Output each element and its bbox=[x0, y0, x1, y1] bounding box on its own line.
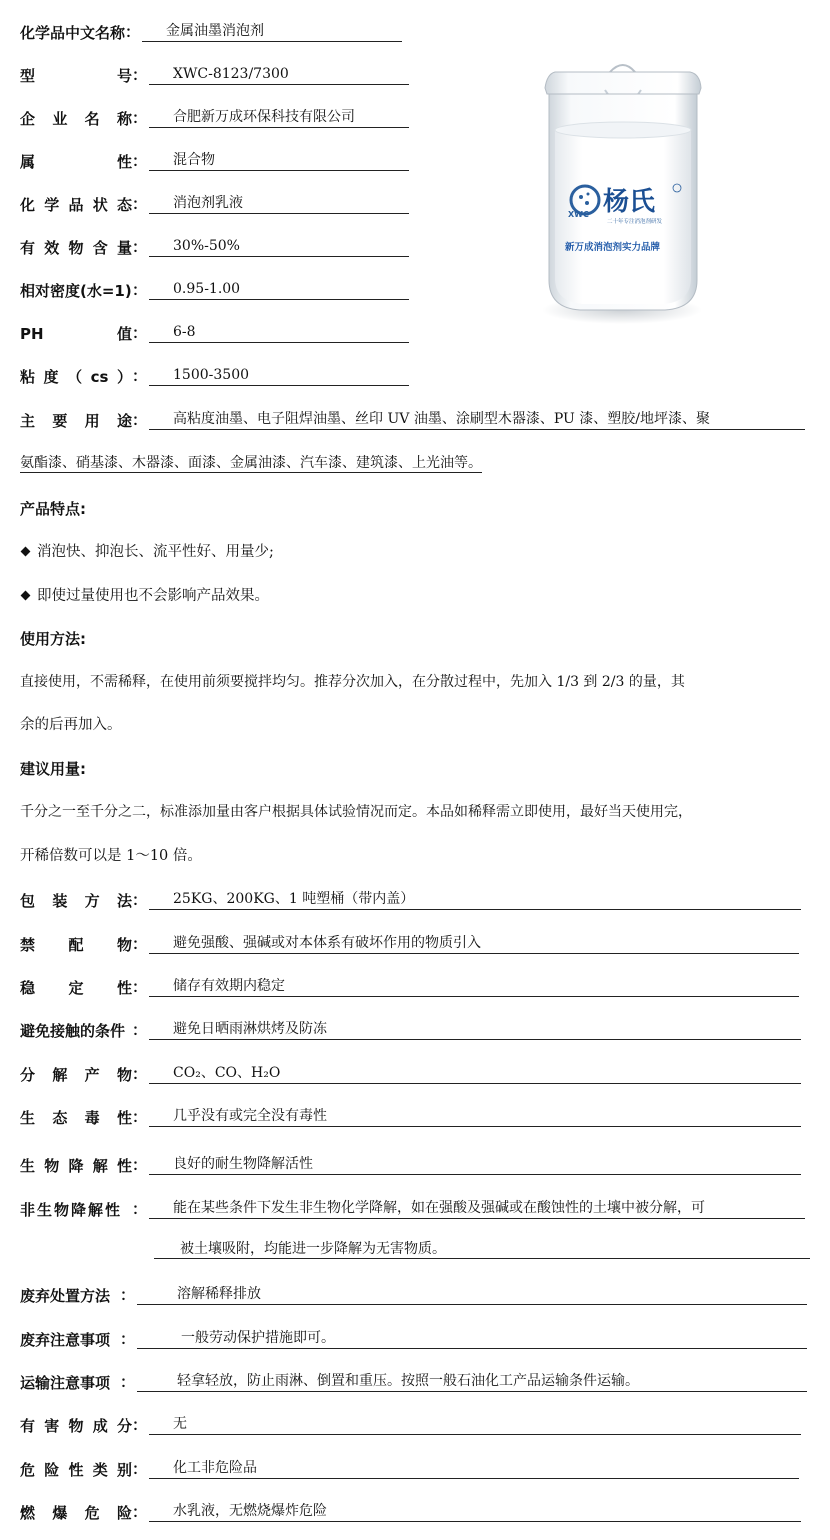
usage-heading: 使用方法: bbox=[20, 630, 86, 648]
field-label: 粘度（cs） bbox=[20, 368, 132, 386]
field-avoid-conditions bbox=[20, 1018, 801, 1040]
field-value: 混合物 bbox=[149, 151, 409, 171]
colon: ： bbox=[120, 1373, 136, 1391]
bullet-diamond-icon bbox=[21, 546, 31, 556]
field-value: 0.95-1.00 bbox=[149, 280, 409, 300]
field-label: 化学品状态 bbox=[20, 196, 132, 214]
field-label: 分解产物 bbox=[20, 1066, 132, 1084]
field-label: 企业名称 bbox=[20, 110, 132, 128]
colon: ： bbox=[132, 367, 148, 385]
field-label: 禁配物 bbox=[20, 936, 132, 954]
field-label: 稳定性 bbox=[20, 979, 132, 997]
colon: ： bbox=[132, 1200, 148, 1218]
field-biodegradability bbox=[20, 1153, 801, 1175]
field-value: 消泡剂乳液 bbox=[149, 194, 409, 214]
dosage-line1: 千分之一至千分之二，标准添加量由客户根据具体试验情况而定。本品如稀释需立即使用，最好当天使用完， bbox=[20, 804, 692, 820]
colon: ： bbox=[132, 935, 148, 953]
field-value: 一般劳动保护措施即可。 bbox=[137, 1329, 807, 1349]
colon: ： bbox=[125, 23, 141, 41]
field-label: 主要用途 bbox=[20, 412, 132, 430]
field-value: 30%-50% bbox=[149, 237, 409, 257]
field-incompatible bbox=[20, 932, 799, 954]
colon: ： bbox=[132, 1021, 148, 1039]
field-label: PH 值 bbox=[20, 325, 132, 343]
field-label: 避免接触的条件 bbox=[20, 1022, 126, 1040]
usage-line2: 余的后再加入。 bbox=[20, 717, 122, 733]
field-attribute bbox=[20, 149, 409, 171]
field-label: 相对密度(水=1) bbox=[20, 282, 132, 300]
field-value: 避免日晒雨淋烘烤及防冻 bbox=[149, 1020, 801, 1040]
field-label: 废弃处置方法 bbox=[20, 1287, 111, 1305]
field-value: XWC-8123/7300 bbox=[149, 65, 409, 85]
field-stability bbox=[20, 975, 799, 997]
field-disposal-method bbox=[20, 1283, 807, 1305]
dosage-heading: 建议用量: bbox=[20, 760, 86, 778]
brand-logo-text: XWC bbox=[568, 210, 589, 219]
field-label: 型号 bbox=[20, 67, 132, 85]
colon: ： bbox=[132, 66, 148, 84]
field-value: 溶解稀释排放 bbox=[137, 1285, 807, 1305]
colon: ： bbox=[132, 109, 148, 127]
field-value: 无 bbox=[149, 1415, 801, 1435]
brand-tagline: 二十年专注消泡剂研发 bbox=[607, 219, 663, 225]
field-label: 有害物成分 bbox=[20, 1417, 132, 1435]
bullet-diamond-icon bbox=[21, 590, 31, 600]
field-viscosity bbox=[20, 364, 409, 386]
field-nonbio-degradability bbox=[20, 1197, 805, 1219]
field-value: 1500-3500 bbox=[149, 366, 409, 386]
colon: ： bbox=[132, 978, 148, 996]
field-value: 金属油墨消泡剂 bbox=[142, 22, 402, 42]
field-value: 合肥新万成环保科技有限公司 bbox=[149, 108, 409, 128]
field-disposal-notes bbox=[20, 1327, 807, 1349]
field-density bbox=[20, 278, 409, 300]
field-content bbox=[20, 235, 409, 257]
colon: ： bbox=[132, 152, 148, 170]
colon: ： bbox=[132, 1156, 148, 1174]
field-value: CO₂、CO、H₂O bbox=[149, 1064, 801, 1084]
product-beaker-image bbox=[535, 60, 710, 330]
field-model bbox=[20, 63, 409, 85]
colon: ： bbox=[132, 1460, 148, 1478]
feature-item bbox=[20, 587, 269, 605]
colon: ： bbox=[132, 411, 148, 429]
field-main-use bbox=[20, 408, 805, 430]
field-value: 轻拿轻放，防止雨淋、倒置和重压。按照一般石油化工产品运输条件运输。 bbox=[137, 1372, 807, 1392]
feature-item bbox=[20, 543, 274, 561]
field-label: 生态毒性 bbox=[20, 1109, 132, 1127]
features-heading: 产品特点: bbox=[20, 500, 86, 518]
field-value: 几乎没有或完全没有毒性 bbox=[149, 1107, 801, 1127]
field-label: 有效物含量 bbox=[20, 239, 132, 257]
brand-name: 杨氏 bbox=[603, 187, 656, 217]
field-label: 燃爆危险 bbox=[20, 1504, 132, 1522]
main-use-line2: 氨酯漆、硝基漆、木器漆、面漆、金属油漆、汽车漆、建筑漆、上光油等。 bbox=[20, 455, 482, 471]
brand-slogan: 新万成消泡剂实力品牌 bbox=[565, 242, 661, 253]
field-label: 化学品中文名称 bbox=[20, 24, 126, 42]
field-label: 运输注意事项 bbox=[20, 1374, 111, 1392]
field-value: 水乳液，无燃烧爆炸危险 bbox=[149, 1502, 801, 1522]
field-value: 避免强酸、强碱或对本体系有破坏作用的物质引入 bbox=[149, 934, 799, 954]
field-value: 能在某些条件下发生非生物化学降解，如在强酸及强碱或在酸蚀性的土壤中被分解，可 bbox=[149, 1199, 805, 1219]
colon: ： bbox=[120, 1286, 136, 1304]
colon: ： bbox=[132, 324, 148, 342]
colon: ： bbox=[132, 1065, 148, 1083]
colon: ： bbox=[120, 1330, 136, 1348]
field-hazardous-components bbox=[20, 1413, 801, 1435]
colon: ： bbox=[132, 1503, 148, 1521]
field-label: 非生物降解性 bbox=[20, 1201, 123, 1219]
field-label: 废弃注意事项 bbox=[20, 1331, 111, 1349]
field-label: 生物降解性 bbox=[20, 1157, 132, 1175]
colon: ： bbox=[132, 238, 148, 256]
dosage-line2: 开稀倍数可以是 1～10 倍。 bbox=[20, 848, 202, 864]
field-value: 高粘度油墨、电子阻焊油墨、丝印 UV 油墨、涂刷型木器漆、PU 漆、塑胶/地坪漆、聚 bbox=[149, 410, 805, 430]
field-value: 储存有效期内稳定 bbox=[149, 977, 799, 997]
field-value: 良好的耐生物降解活性 bbox=[149, 1155, 801, 1175]
field-hazard-class bbox=[20, 1457, 799, 1479]
field-chem-name bbox=[20, 20, 402, 42]
field-eco-toxicity bbox=[20, 1105, 801, 1127]
field-ph bbox=[20, 321, 409, 343]
field-label: 属性 bbox=[20, 153, 132, 171]
colon: ： bbox=[132, 281, 148, 299]
usage-line1: 直接使用，不需稀释，在使用前须要搅拌均匀。推荐分次加入，在分散过程中，先加入 1/3 到 2/3 的量，其 bbox=[20, 674, 685, 690]
colon: ： bbox=[132, 891, 148, 909]
field-transport-notes bbox=[20, 1370, 807, 1392]
colon: ： bbox=[132, 195, 148, 213]
field-packaging bbox=[20, 888, 801, 910]
field-value: 6-8 bbox=[149, 323, 409, 343]
field-state bbox=[20, 192, 409, 214]
nonbio-line2: 被土壤吸附，均能进一步降解为无害物质。 bbox=[154, 1240, 810, 1259]
field-label: 包装方法 bbox=[20, 892, 132, 910]
field-decomposition bbox=[20, 1062, 801, 1084]
field-explosion-hazard bbox=[20, 1500, 801, 1522]
field-company bbox=[20, 106, 409, 128]
colon: ： bbox=[132, 1108, 148, 1126]
feature-item-text: 即使过量使用也不会影响产品效果。 bbox=[37, 588, 269, 604]
field-value: 化工非危险品 bbox=[149, 1459, 799, 1479]
feature-item-text: 消泡快、抑泡长、流平性好、用量少; bbox=[37, 544, 274, 560]
field-label: 危险性类别 bbox=[20, 1461, 132, 1479]
colon: ： bbox=[132, 1416, 148, 1434]
field-value: 25KG、200KG、1 吨塑桶（带内盖） bbox=[149, 890, 801, 910]
